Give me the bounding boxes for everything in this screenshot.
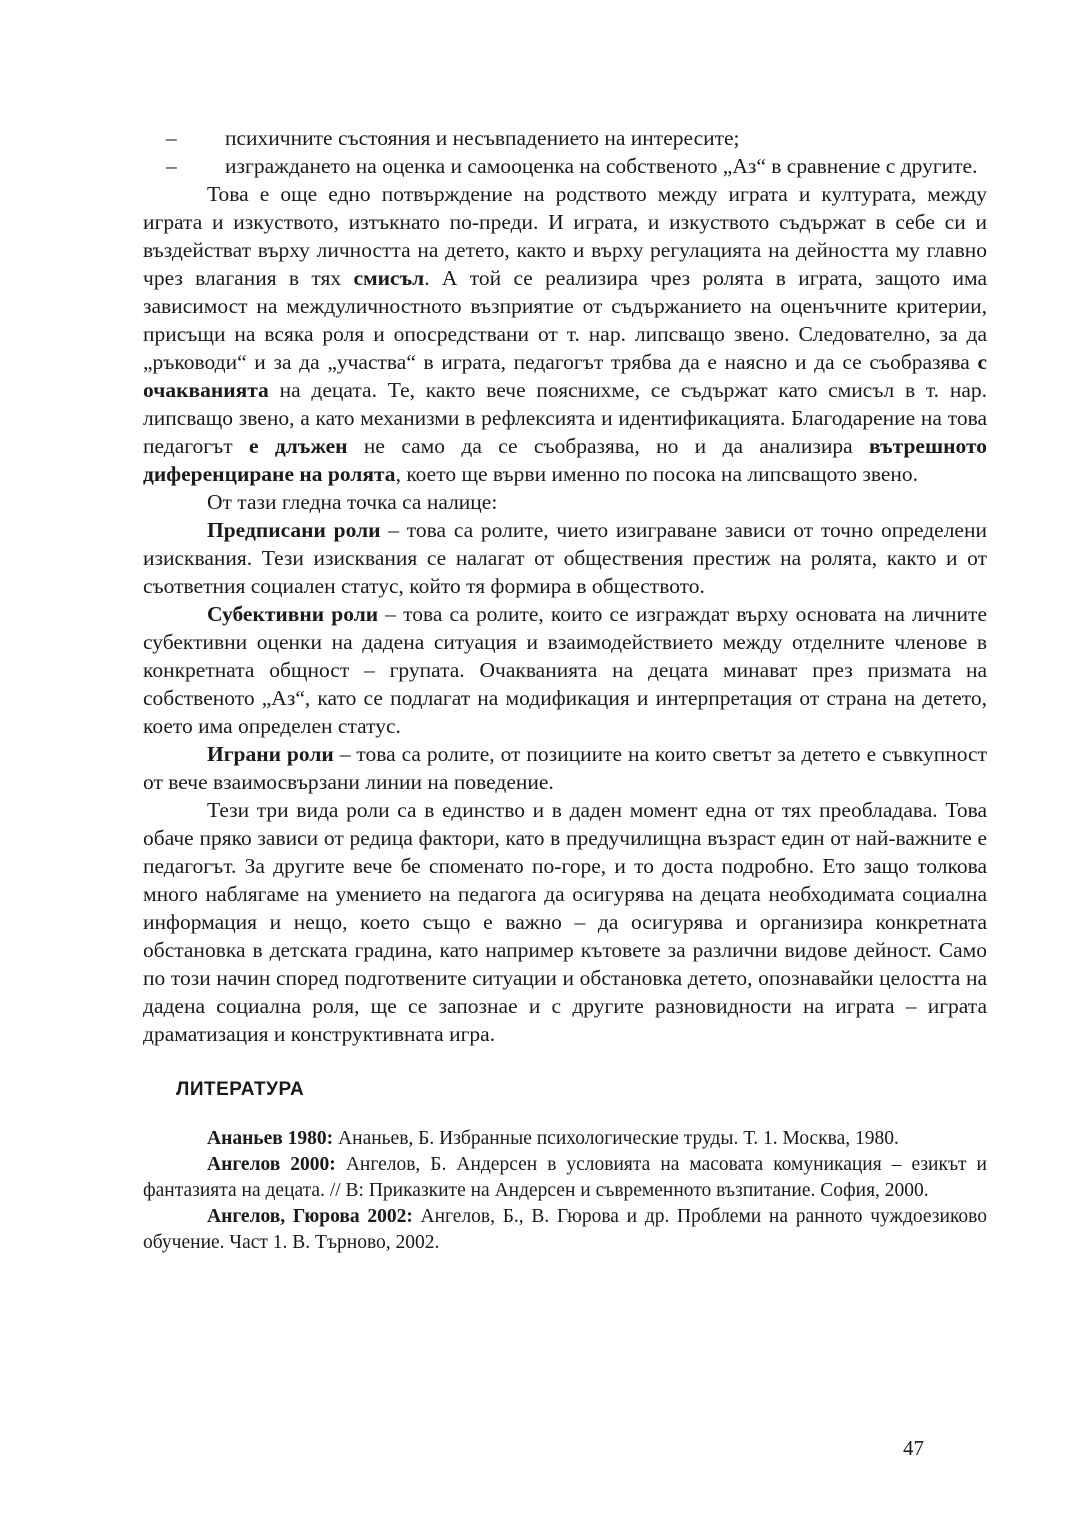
bold-term: с очакванията [143, 350, 987, 402]
list-item-text: изграждането на оценка и самооценка на собственото „Аз“ в сравнение с другите. [225, 154, 978, 178]
body-paragraph: От тази гледна точка са налице: [207, 490, 498, 514]
reference-entry [143, 1126, 987, 1152]
body-paragraph [143, 600, 987, 740]
body-paragraph [143, 740, 987, 796]
reference-entry [143, 1204, 987, 1256]
bold-term: вътрешното диференциране на ролята [143, 434, 987, 486]
reference-text: Ананьев, Б. Избранные психологические труды. Т. 1. Москва, 1980. [333, 1128, 899, 1149]
text-run: не само да се съобразява, но и да анализира [347, 434, 870, 458]
text-run: – това са ролите, чието изиграване зависи от точно определени изисквания. Тези изисквания се налагат от обществения престиж на ролята, както и от съответния социален статус, който тя формира в обществото. [143, 518, 987, 598]
bold-term: е длъжен [248, 434, 348, 458]
text-run: на децата. Те, както вече пояснихме, се съдържат като смисъл в т. нар. липсващо звено, а като механизми в рефлексията и идентификацията. Благодарение на това педагогът [143, 378, 987, 458]
role-term: Субективни роли [207, 602, 379, 626]
role-term: Предписани роли [207, 518, 381, 542]
body-paragraph [143, 516, 987, 600]
list-item [143, 152, 987, 180]
list-dash: – [166, 126, 177, 150]
body-paragraph [143, 180, 987, 488]
text-run: – това са ролите, от позициите на които светът за детето е съвкупност от вече взаимосвързани линии на поведение. [143, 742, 987, 794]
references-heading: ЛИТЕРАТУРА [176, 1079, 305, 1100]
bold-term: смисъл [353, 266, 425, 290]
page-number: 47 [903, 1436, 924, 1460]
reference-key: Ананьев 1980: [207, 1128, 334, 1149]
list-item [143, 124, 987, 152]
reference-key: Ангелов 2000: [207, 1154, 336, 1175]
reference-text: Ангелов, Б., В. Гюрова и др. Проблеми на ранното чуждоезиково обучение. Част 1. В. Търново, 2002. [143, 1206, 987, 1253]
reference-key: Ангелов, Гюрова 2002: [207, 1206, 413, 1227]
body-paragraph: Тези три вида роли са в единство и в даден момент една от тях преобладава. Това обаче пряко зависи от редица фактори, като в предучилищна възраст един от най-важните е педагогът. За другите вече бе споменато по-горе, и то доста подробно. Ето защо толкова много наблягаме на умението на педагога да осигурява на децата необходимата социална информация и нещо, което също е важно – да осигурява и организира конкретната обстановка в детската градина, като например кътовете за различни видове дейност. Само по този начин според подготвените ситуации и обстановка детето, опознавайки целостта на дадена социална роля, ще се запознае и с другите разновидности на играта – играта драматизация и конструктивната игра. [143, 798, 987, 1046]
reference-entry [143, 1152, 987, 1204]
text-run: , което ще върви именно по посока на липсващото звено. [395, 462, 919, 486]
list-dash: – [166, 154, 177, 178]
text-run: Това е още едно потвърждение на родството между играта и културата, между играта и изкуството, изтъкнато по-преди. И играта, и изкуството съдържат в себе си и въздействат върху личността на детето, както и върху регулацията на дейността му главно чрез влагания в тях [143, 182, 987, 290]
reference-text: Ангелов, Б. Андерсен в условията на масовата комуникация – езикът и фантазията на децата. // В: Приказките на Андерсен и съвременното възпитание. София, 2000. [143, 1154, 987, 1201]
role-term: Играни роли [207, 742, 334, 766]
list-item-text: психичните състояния и несъвпадението на интересите; [225, 126, 740, 150]
text-run: – това са ролите, които се изграждат върху основата на личните субективни оценки на дадена ситуация и взаимодействието между отделните членове в конкретната общност – групата. Очакванията на децата минават през призмата на собственото „Аз“, като се подлагат на модификация и интерпретация от страна на детето, което има определен статус. [143, 602, 987, 738]
text-run: . А той се реализира чрез ролята в играта, защото има зависимост на междуличностното възприятие от съдържанието на оценъчните критерии, присъщи на всяка роля и опосредствани от т. нар. липсващо звено. Следователно, за да „ръководи“ и за да „участва“ в играта, педагогът трябва да е наясно и да се съобразява [143, 266, 988, 374]
